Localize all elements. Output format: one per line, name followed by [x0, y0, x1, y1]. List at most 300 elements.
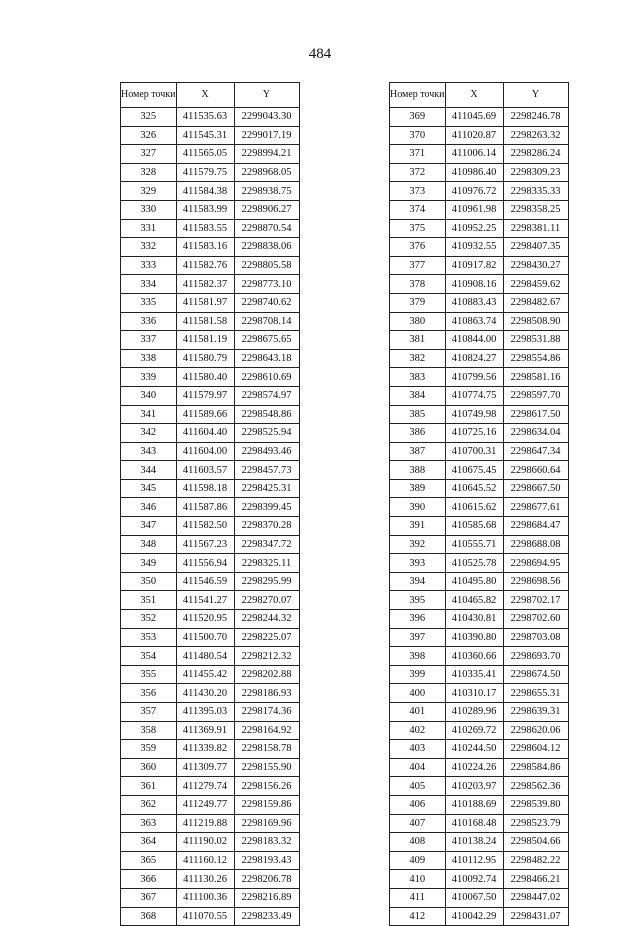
point-number-cell: 383: [390, 368, 446, 387]
x-coordinate-cell: 411582.76: [176, 256, 234, 275]
y-coordinate-cell: 2298805.58: [234, 256, 299, 275]
y-coordinate-cell: 2298263.32: [503, 126, 568, 145]
point-number-cell: 350: [121, 572, 177, 591]
y-coordinate-cell: 2298447.02: [503, 888, 568, 907]
y-coordinate-cell: 2298270.07: [234, 591, 299, 610]
point-number-cell: 337: [121, 331, 177, 350]
table-row: [390, 386, 569, 405]
y-coordinate-cell: 2298347.72: [234, 535, 299, 554]
point-number-cell: 404: [390, 758, 446, 777]
table-row: [390, 703, 569, 722]
point-number-cell: 385: [390, 405, 446, 424]
x-coordinate-cell: 411565.05: [176, 145, 234, 164]
table-row: [121, 256, 300, 275]
x-coordinate-cell: 411604.40: [176, 424, 234, 443]
point-number-cell: 393: [390, 554, 446, 573]
y-coordinate-cell: 2298604.12: [503, 740, 568, 759]
y-coordinate-cell: 2298677.61: [503, 498, 568, 517]
y-coordinate-cell: 2298643.18: [234, 349, 299, 368]
x-coordinate-cell: 411581.19: [176, 331, 234, 350]
y-coordinate-cell: 2298539.80: [503, 795, 568, 814]
x-coordinate-cell: 410986.40: [445, 163, 503, 182]
x-coordinate-cell: 410799.56: [445, 368, 503, 387]
table-row: [390, 665, 569, 684]
y-coordinate-cell: 2298674.50: [503, 665, 568, 684]
table-row: [390, 182, 569, 201]
point-number-cell: 328: [121, 163, 177, 182]
y-coordinate-cell: 2299017.19: [234, 126, 299, 145]
y-coordinate-cell: 2298174.36: [234, 703, 299, 722]
point-number-cell: 357: [121, 703, 177, 722]
y-coordinate-cell: 2298225.07: [234, 628, 299, 647]
table-row: [121, 238, 300, 257]
point-number-cell: 400: [390, 684, 446, 703]
point-number-cell: 334: [121, 275, 177, 294]
y-coordinate-cell: 2298158.78: [234, 740, 299, 759]
table-row: [390, 591, 569, 610]
point-number-cell: 380: [390, 312, 446, 331]
point-number-cell: 388: [390, 461, 446, 480]
point-number-cell: 344: [121, 461, 177, 480]
x-coordinate-cell: 410289.96: [445, 703, 503, 722]
y-coordinate-cell: 2298702.17: [503, 591, 568, 610]
table-row: [390, 795, 569, 814]
table-row: [390, 424, 569, 443]
point-number-cell: 339: [121, 368, 177, 387]
table-row: [121, 182, 300, 201]
table-row: [390, 293, 569, 312]
x-coordinate-cell: 410042.29: [445, 907, 503, 926]
x-coordinate-cell: 411598.18: [176, 479, 234, 498]
y-coordinate-cell: 2298523.79: [503, 814, 568, 833]
x-header: X: [176, 83, 234, 108]
y-coordinate-cell: 2298938.75: [234, 182, 299, 201]
x-coordinate-cell: 410244.50: [445, 740, 503, 759]
table-row: [121, 814, 300, 833]
coordinates-table-right: [389, 82, 569, 926]
table-row: [390, 888, 569, 907]
point-number-cell: 356: [121, 684, 177, 703]
x-coordinate-cell: 410203.97: [445, 777, 503, 796]
x-coordinate-cell: 410675.45: [445, 461, 503, 480]
point-number-cell: 343: [121, 442, 177, 461]
point-number-cell: 369: [390, 108, 446, 127]
x-header: X: [445, 83, 503, 108]
point-number-cell: 377: [390, 256, 446, 275]
y-coordinate-cell: 2298838.06: [234, 238, 299, 257]
y-coordinate-cell: 2298688.08: [503, 535, 568, 554]
y-coordinate-cell: 2298655.31: [503, 684, 568, 703]
x-coordinate-cell: 410390.80: [445, 628, 503, 647]
page-number: 484: [308, 46, 332, 62]
x-coordinate-cell: 411520.95: [176, 610, 234, 629]
x-coordinate-cell: 411070.55: [176, 907, 234, 926]
y-coordinate-cell: 2298698.56: [503, 572, 568, 591]
x-coordinate-cell: 411582.37: [176, 275, 234, 294]
point-number-cell: 378: [390, 275, 446, 294]
table-row: [390, 312, 569, 331]
y-coordinate-cell: 2298370.28: [234, 517, 299, 536]
coordinates-table-left: [120, 82, 300, 926]
y-coordinate-cell: 2298703.08: [503, 628, 568, 647]
table-row: [121, 498, 300, 517]
point-number-cell: 331: [121, 219, 177, 238]
point-number-cell: 411: [390, 888, 446, 907]
point-number-cell: 346: [121, 498, 177, 517]
table-header-row: [121, 83, 300, 108]
point-number-cell: 362: [121, 795, 177, 814]
table-row: [390, 256, 569, 275]
y-coordinate-cell: 2298457.73: [234, 461, 299, 480]
x-coordinate-cell: 411160.12: [176, 851, 234, 870]
table-row: [121, 907, 300, 926]
point-number-cell: 376: [390, 238, 446, 257]
point-number-cell: 352: [121, 610, 177, 629]
point-number-cell: 325: [121, 108, 177, 127]
x-coordinate-cell: 410749.98: [445, 405, 503, 424]
y-coordinate-cell: 2298702.60: [503, 610, 568, 629]
table-header-row: [390, 83, 569, 108]
x-coordinate-cell: 410495.80: [445, 572, 503, 591]
table-row: [390, 498, 569, 517]
point-number-cell: 333: [121, 256, 177, 275]
point-number-cell: 372: [390, 163, 446, 182]
point-number-cell: 371: [390, 145, 446, 164]
coordinates-table-body: [390, 108, 569, 926]
x-coordinate-cell: 411430.20: [176, 684, 234, 703]
point-number-cell: 366: [121, 870, 177, 889]
point-number-cell: 409: [390, 851, 446, 870]
point-number-cell: 384: [390, 386, 446, 405]
y-coordinate-cell: 2298246.78: [503, 108, 568, 127]
y-coordinate-cell: 2298425.31: [234, 479, 299, 498]
x-coordinate-cell: 411545.31: [176, 126, 234, 145]
x-coordinate-cell: 411020.87: [445, 126, 503, 145]
table-row: [121, 126, 300, 145]
table-row: [121, 665, 300, 684]
point-number-cell: 354: [121, 647, 177, 666]
x-coordinate-cell: 410112.95: [445, 851, 503, 870]
x-coordinate-cell: 410615.62: [445, 498, 503, 517]
x-coordinate-cell: 411567.23: [176, 535, 234, 554]
y-coordinate-cell: 2298994.21: [234, 145, 299, 164]
x-coordinate-cell: 410465.82: [445, 591, 503, 610]
point-number-cell: 332: [121, 238, 177, 257]
y-coordinate-cell: 2298620.06: [503, 721, 568, 740]
table-row: [390, 200, 569, 219]
table-row: [390, 517, 569, 536]
point-number-cell: 368: [121, 907, 177, 926]
y-coordinate-cell: 2298244.32: [234, 610, 299, 629]
table-row: [390, 442, 569, 461]
table-row: [121, 517, 300, 536]
table-row: [390, 833, 569, 852]
point-number-cell: 336: [121, 312, 177, 331]
point-number-cell: 345: [121, 479, 177, 498]
y-coordinate-cell: 2298233.49: [234, 907, 299, 926]
table-row: [121, 535, 300, 554]
table-row: [121, 424, 300, 443]
x-coordinate-cell: 411579.97: [176, 386, 234, 405]
table-row: [121, 461, 300, 480]
y-coordinate-cell: 2298309.23: [503, 163, 568, 182]
x-coordinate-cell: 411500.70: [176, 628, 234, 647]
table-row: [121, 777, 300, 796]
point-number-cell: 410: [390, 870, 446, 889]
point-number-cell: 327: [121, 145, 177, 164]
point-number-cell: 353: [121, 628, 177, 647]
point-number-cell: 396: [390, 610, 446, 629]
x-coordinate-cell: 410585.68: [445, 517, 503, 536]
point-number-cell: 342: [121, 424, 177, 443]
point-number-cell: 397: [390, 628, 446, 647]
table-row: [121, 405, 300, 424]
x-coordinate-cell: 411579.75: [176, 163, 234, 182]
x-coordinate-cell: 410917.82: [445, 256, 503, 275]
y-coordinate-cell: 2298482.67: [503, 293, 568, 312]
y-coordinate-cell: 2298647.34: [503, 442, 568, 461]
point-number-cell: 348: [121, 535, 177, 554]
y-coordinate-cell: 2298617.50: [503, 405, 568, 424]
y-coordinate-cell: 2298156.26: [234, 777, 299, 796]
table-row: [390, 145, 569, 164]
y-coordinate-cell: 2298870.54: [234, 219, 299, 238]
table-row: [121, 703, 300, 722]
table-row: [390, 405, 569, 424]
x-coordinate-cell: 410525.78: [445, 554, 503, 573]
x-coordinate-cell: 411589.66: [176, 405, 234, 424]
table-row: [390, 461, 569, 480]
y-coordinate-cell: 2298508.90: [503, 312, 568, 331]
table-row: [390, 238, 569, 257]
y-coordinate-cell: 2298155.90: [234, 758, 299, 777]
y-coordinate-cell: 2298295.99: [234, 572, 299, 591]
y-coordinate-cell: 2298482.22: [503, 851, 568, 870]
x-coordinate-cell: 411480.54: [176, 647, 234, 666]
point-number-cell: 386: [390, 424, 446, 443]
table-row: [390, 907, 569, 926]
x-coordinate-cell: 411279.74: [176, 777, 234, 796]
y-coordinate-cell: 2298531.88: [503, 331, 568, 350]
point-number-cell: 364: [121, 833, 177, 852]
coordinates-table-body: [121, 108, 300, 926]
x-coordinate-cell: 411604.00: [176, 442, 234, 461]
point-number-cell: 375: [390, 219, 446, 238]
table-row: [121, 275, 300, 294]
point-number-cell: 365: [121, 851, 177, 870]
y-coordinate-cell: 2298216.89: [234, 888, 299, 907]
table-row: [121, 888, 300, 907]
table-row: [121, 368, 300, 387]
table-row: [121, 349, 300, 368]
y-coordinate-cell: 2298212.32: [234, 647, 299, 666]
point-number-cell: 412: [390, 907, 446, 926]
table-row: [390, 684, 569, 703]
table-row: [390, 721, 569, 740]
x-coordinate-cell: 411100.36: [176, 888, 234, 907]
y-coordinate-cell: 2298431.07: [503, 907, 568, 926]
y-coordinate-cell: 2298493.46: [234, 442, 299, 461]
y-coordinate-cell: 2299043.30: [234, 108, 299, 127]
y-coordinate-cell: 2298906.27: [234, 200, 299, 219]
point-number-cell: 374: [390, 200, 446, 219]
x-coordinate-cell: 411603.57: [176, 461, 234, 480]
y-coordinate-cell: 2298169.96: [234, 814, 299, 833]
x-coordinate-cell: 411541.27: [176, 591, 234, 610]
y-coordinate-cell: 2298708.14: [234, 312, 299, 331]
x-coordinate-cell: 410430.81: [445, 610, 503, 629]
point-number-cell: 335: [121, 293, 177, 312]
x-coordinate-cell: 411583.55: [176, 219, 234, 238]
y-coordinate-cell: 2298740.62: [234, 293, 299, 312]
table-row: [390, 108, 569, 127]
x-coordinate-cell: 410774.75: [445, 386, 503, 405]
table-row: [121, 591, 300, 610]
x-coordinate-cell: 410335.41: [445, 665, 503, 684]
table-row: [121, 740, 300, 759]
x-coordinate-cell: 410725.16: [445, 424, 503, 443]
y-coordinate-cell: 2298693.70: [503, 647, 568, 666]
x-coordinate-cell: 411339.82: [176, 740, 234, 759]
y-coordinate-cell: 2298584.86: [503, 758, 568, 777]
y-coordinate-cell: 2298164.92: [234, 721, 299, 740]
y-coordinate-cell: 2298206.78: [234, 870, 299, 889]
y-coordinate-cell: 2298193.43: [234, 851, 299, 870]
x-coordinate-cell: 411309.77: [176, 758, 234, 777]
table-row: [121, 312, 300, 331]
x-coordinate-cell: 411546.59: [176, 572, 234, 591]
x-coordinate-cell: 411130.26: [176, 870, 234, 889]
point-number-cell: 330: [121, 200, 177, 219]
x-coordinate-cell: 411219.88: [176, 814, 234, 833]
point-number-cell: 329: [121, 182, 177, 201]
x-coordinate-cell: 410645.52: [445, 479, 503, 498]
table-row: [390, 219, 569, 238]
table-row: [121, 479, 300, 498]
point-number-cell: 403: [390, 740, 446, 759]
table-row: [121, 442, 300, 461]
y-coordinate-cell: 2298634.04: [503, 424, 568, 443]
point-number-cell: 392: [390, 535, 446, 554]
point-number-cell: 367: [121, 888, 177, 907]
point-number-cell: 358: [121, 721, 177, 740]
y-coordinate-cell: 2298358.25: [503, 200, 568, 219]
table-row: [390, 554, 569, 573]
y-coordinate-cell: 2298548.86: [234, 405, 299, 424]
y-coordinate-cell: 2298186.93: [234, 684, 299, 703]
table-row: [121, 758, 300, 777]
y-coordinate-cell: 2298183.32: [234, 833, 299, 852]
y-coordinate-cell: 2298639.31: [503, 703, 568, 722]
x-coordinate-cell: 410961.98: [445, 200, 503, 219]
table-row: [390, 163, 569, 182]
x-coordinate-cell: 411580.40: [176, 368, 234, 387]
point-number-cell: 390: [390, 498, 446, 517]
table-row: [121, 684, 300, 703]
x-coordinate-cell: 411581.97: [176, 293, 234, 312]
table-row: [121, 145, 300, 164]
point-number-cell: 405: [390, 777, 446, 796]
y-coordinate-cell: 2298399.45: [234, 498, 299, 517]
x-coordinate-cell: 411584.38: [176, 182, 234, 201]
y-coordinate-cell: 2298562.36: [503, 777, 568, 796]
table-row: [121, 572, 300, 591]
table-row: [121, 795, 300, 814]
table-row: [390, 331, 569, 350]
point-number-cell: 391: [390, 517, 446, 536]
table-row: [121, 833, 300, 852]
x-coordinate-cell: 410844.00: [445, 331, 503, 350]
table-row: [121, 219, 300, 238]
x-coordinate-cell: 411395.03: [176, 703, 234, 722]
table-row: [121, 200, 300, 219]
point-number-cell: 387: [390, 442, 446, 461]
x-coordinate-cell: 411556.94: [176, 554, 234, 573]
table-row: [390, 535, 569, 554]
x-coordinate-cell: 410952.25: [445, 219, 503, 238]
point-number-cell: 349: [121, 554, 177, 573]
y-coordinate-cell: 2298554.86: [503, 349, 568, 368]
y-coordinate-cell: 2298335.33: [503, 182, 568, 201]
table-row: [121, 647, 300, 666]
table-row: [390, 368, 569, 387]
table-row: [390, 758, 569, 777]
table-row: [390, 126, 569, 145]
x-coordinate-cell: 410883.43: [445, 293, 503, 312]
point-number-cell: 359: [121, 740, 177, 759]
x-coordinate-cell: 410932.55: [445, 238, 503, 257]
table-row: [390, 777, 569, 796]
y-coordinate-cell: 2298581.16: [503, 368, 568, 387]
x-coordinate-cell: 410908.16: [445, 275, 503, 294]
x-coordinate-cell: 410700.31: [445, 442, 503, 461]
x-coordinate-cell: 411249.77: [176, 795, 234, 814]
point-number-cell: 394: [390, 572, 446, 591]
y-coordinate-cell: 2298667.50: [503, 479, 568, 498]
x-coordinate-cell: 410092.74: [445, 870, 503, 889]
point-number-cell: 351: [121, 591, 177, 610]
x-coordinate-cell: 411535.63: [176, 108, 234, 127]
y-coordinate-cell: 2298968.05: [234, 163, 299, 182]
point-number-cell: 360: [121, 758, 177, 777]
table-row: [390, 740, 569, 759]
x-coordinate-cell: 410555.71: [445, 535, 503, 554]
table-row: [121, 851, 300, 870]
table-row: [390, 851, 569, 870]
point-number-cell: 407: [390, 814, 446, 833]
y-coordinate-cell: 2298202.88: [234, 665, 299, 684]
point-number-cell: 379: [390, 293, 446, 312]
y-coordinate-cell: 2298773.10: [234, 275, 299, 294]
point-number-cell: 389: [390, 479, 446, 498]
x-coordinate-cell: 410360.66: [445, 647, 503, 666]
point-number-cell: 399: [390, 665, 446, 684]
point-number-cell: 370: [390, 126, 446, 145]
y-coordinate-cell: 2298286.24: [503, 145, 568, 164]
x-coordinate-cell: 411455.42: [176, 665, 234, 684]
table-row: [390, 479, 569, 498]
y-coordinate-cell: 2298660.64: [503, 461, 568, 480]
x-coordinate-cell: 410138.24: [445, 833, 503, 852]
table-row: [121, 331, 300, 350]
x-coordinate-cell: 410188.69: [445, 795, 503, 814]
x-coordinate-cell: 411006.14: [445, 145, 503, 164]
point-number-cell: 340: [121, 386, 177, 405]
x-coordinate-cell: 410168.48: [445, 814, 503, 833]
table-row: [121, 721, 300, 740]
point-number-cell: 355: [121, 665, 177, 684]
y-coordinate-cell: 2298597.70: [503, 386, 568, 405]
